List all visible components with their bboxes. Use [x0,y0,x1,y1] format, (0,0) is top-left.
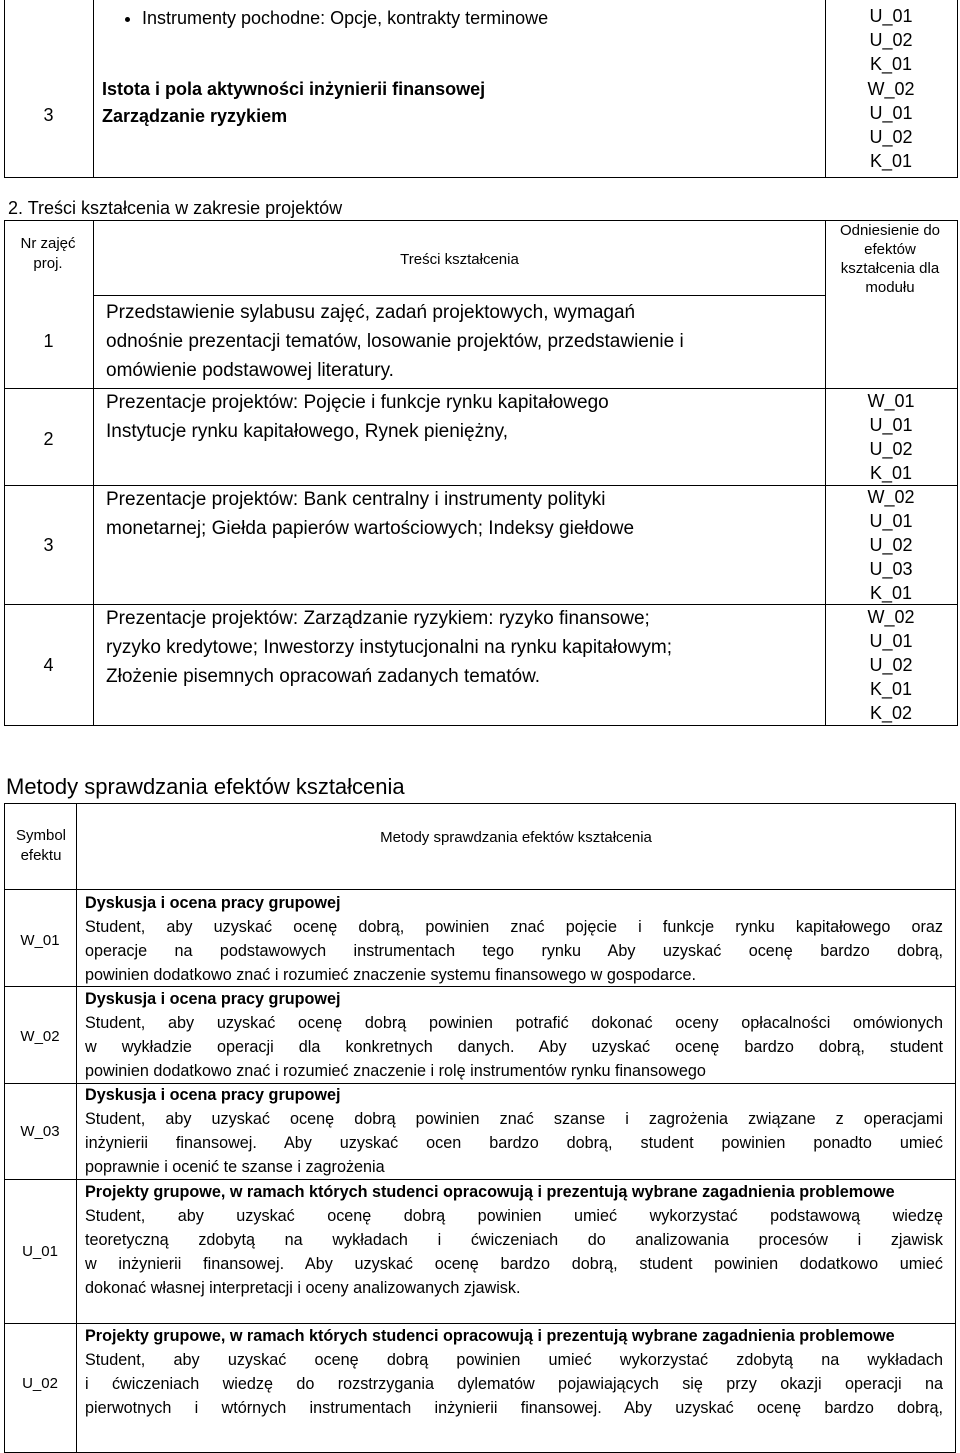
projects-row-2-nr: 2 [43,428,54,449]
methods-line: inżynierii finansowej. Aby uzyskać ocen bardzo dobrą, student powinien ponadto umieć [85,1134,943,1152]
content-line: ryzyko kredytowe; Inwestorzy instytucjonalni na rynku kapitałowym; [106,637,673,658]
code: U_02 [869,535,913,555]
top-row-nr: 3 [43,104,54,125]
methods-line: Student, aby uzyskać ocenę dobrą powinien potrafić dokonać oceny opłacalności omówionych [85,1014,943,1032]
methods-title: Metody sprawdzania efektów kształcenia [6,774,405,799]
content-line: Prezentacje projektów: Bank centralny i instrumenty polityki [106,489,606,510]
top-row-content [102,76,485,130]
methods-row-heading: Dyskusja i ocena pracy grupowej [85,990,341,1008]
methods-line: i ćwiczeniach wiedzę do rozstrzygania dylematów pojawiających się przy okazji operacji na [85,1375,943,1393]
methods-row-1-text [73,891,953,987]
methods-row-5-text [73,1324,953,1420]
projects-row-1-content [94,298,824,385]
code: K_01 [869,463,913,483]
projects-row-3-codes [826,486,956,604]
code: W_02 [867,607,915,627]
projects-row-3-nr: 3 [43,534,54,555]
methods-header-symbol: Symbol efektu [15,827,67,864]
methods-row-2-text [73,987,953,1083]
code: K_01 [869,679,913,699]
code: U_02 [869,655,913,675]
bullet-item: • Instrumenty pochodne: Opcje, kontrakty terminowe [142,6,824,30]
code: U_03 [869,559,913,579]
methods-row-1-symbol: W_01 [20,931,60,949]
code: U_02 [869,439,913,459]
methods-row-5-symbol: U_02 [22,1374,58,1392]
projects-row-4-content [94,604,824,691]
code: K_01 [869,151,913,171]
header-content: Treści kształcenia [400,250,519,268]
methods-line: Student, aby uzyskać ocenę dobrą powinien znać szanse i zagrożenia związane z operacjami [85,1110,943,1128]
methods-row-4-symbol: U_01 [22,1242,58,1260]
projects-row-4-codes [826,605,956,725]
methods-line: powinien dodatkowo znać i rozumieć znaczenie systemu finansowego w gospodarce. [85,966,696,984]
methods-hline-header [4,889,956,890]
code: U_01 [869,415,913,435]
methods-line: operacje na podstawowych instrumentach tego rynku Aby uzyskać ocenę bardzo dobrą, [85,942,943,960]
section-2-title: 2. Treści kształcenia w zakresie projektów [8,198,343,218]
projects-row-4-nr: 4 [43,654,54,675]
methods-line: w wykładzie operacji dla konkretnych danych. Aby uzyskać ocenę bardzo dobrą, student [85,1038,943,1056]
code: K_01 [869,583,913,603]
methods-line: Student, aby uzyskać ocenę dobrą powinien umieć wykorzystać podstawową wiedzę [85,1207,943,1225]
content-line: odnośnie prezentacji tematów, losowanie projektów, przedstawienie i [106,331,684,352]
methods-row-heading: Dyskusja i ocena pracy grupowej [85,1086,341,1104]
methods-row-heading: Projekty grupowe, w ramach których studenci opracowują i prezentują wybrane zagadnienia problemowe [85,1183,895,1201]
projects-row-2-codes [826,389,956,485]
projects-row-1-nr: 1 [43,330,54,351]
methods-line: Student, aby uzyskać ocenę dobrą powinien umieć wykorzystać zdobytą na wykładach [85,1351,943,1369]
content-line: Przedstawienie sylabusu zajęć, zadań projektowych, wymagań [106,302,636,323]
methods-line: Student, aby uzyskać ocenę dobrą, powinien znać pojęcie i funkcje rynku kapitałowego oraz [85,918,943,936]
code: U_01 [869,511,913,531]
top-row-codes [826,76,956,174]
code: U_01 [869,631,913,651]
top-bullet-codes [826,4,956,76]
code: W_02 [867,79,915,99]
methods-row-3-text [73,1083,953,1179]
methods-row-heading: Dyskusja i ocena pracy grupowej [85,894,341,912]
methods-line: powinien dodatkowo znać i rozumieć znaczenie i rolę instrumentów rynku finansowego [85,1062,706,1080]
code: U_02 [869,127,913,147]
projects-row-3-content [94,485,824,543]
methods-row-4-text [73,1180,953,1300]
projects-row-2-content [94,388,824,446]
content-line: omówienie podstawowej literatury. [106,360,394,381]
content-line: Prezentacje projektów: Zarządzanie ryzykiem: ryzyko finansowe; [106,608,650,629]
projects-hline-header [93,295,826,296]
code: K_02 [869,703,913,723]
methods-line: w inżynierii finansowej. Aby uzyskać ocenę bardzo dobrą, student powinien dodatkowo umieć [85,1255,943,1273]
methods-row-2-symbol: W_02 [20,1027,60,1045]
code: K_01 [869,54,913,74]
header-nr: Nr zajęć proj. [20,235,76,272]
methods-row-3-symbol: W_03 [20,1122,60,1140]
methods-line: poprawnie i ocenić te szanse i zagrożenia [85,1158,385,1176]
methods-header-methods: Metody sprawdzania efektów kształcenia [380,828,652,846]
content-line: Prezentacje projektów: Pojęcie i funkcje rynku kapitałowego [106,392,609,413]
content-line: monetarnej; Giełda papierów wartościowych; Indeksy giełdowe [106,518,635,539]
content-line: Złożenie pisemnych opracowań zadanych tematów. [106,666,541,687]
top-row-line: Istota i pola aktywności inżynierii finansowej [102,79,486,99]
code: U_01 [869,6,913,26]
methods-line: dokonać własnej interpretacji i oceny analizowanych zjawisk. [85,1279,521,1297]
code: W_02 [867,487,915,507]
content-line: Instytucje rynku kapitałowego, Rynek pieniężny, [106,421,509,442]
code: U_02 [869,30,913,50]
methods-line: teoretyczną zdobytą na wykładach i ćwiczeniach do analizowania procesów i zjawisk [85,1231,943,1249]
header-ref: Odniesienie do efektów kształcenia dla modułu [839,222,941,296]
top-row-line: Zarządzanie ryzykiem [102,106,288,126]
code: W_01 [867,391,915,411]
methods-row-heading: Projekty grupowe, w ramach których studenci opracowują i prezentują wybrane zagadnienia problemowe [85,1327,895,1345]
top-bullet-cell [94,6,824,30]
methods-line: pierwotnych i wtórnych instrumentach inżynierii finansowej. Aby uzyskać ocenę bardzo dobrą, [85,1399,943,1417]
code: U_01 [869,103,913,123]
